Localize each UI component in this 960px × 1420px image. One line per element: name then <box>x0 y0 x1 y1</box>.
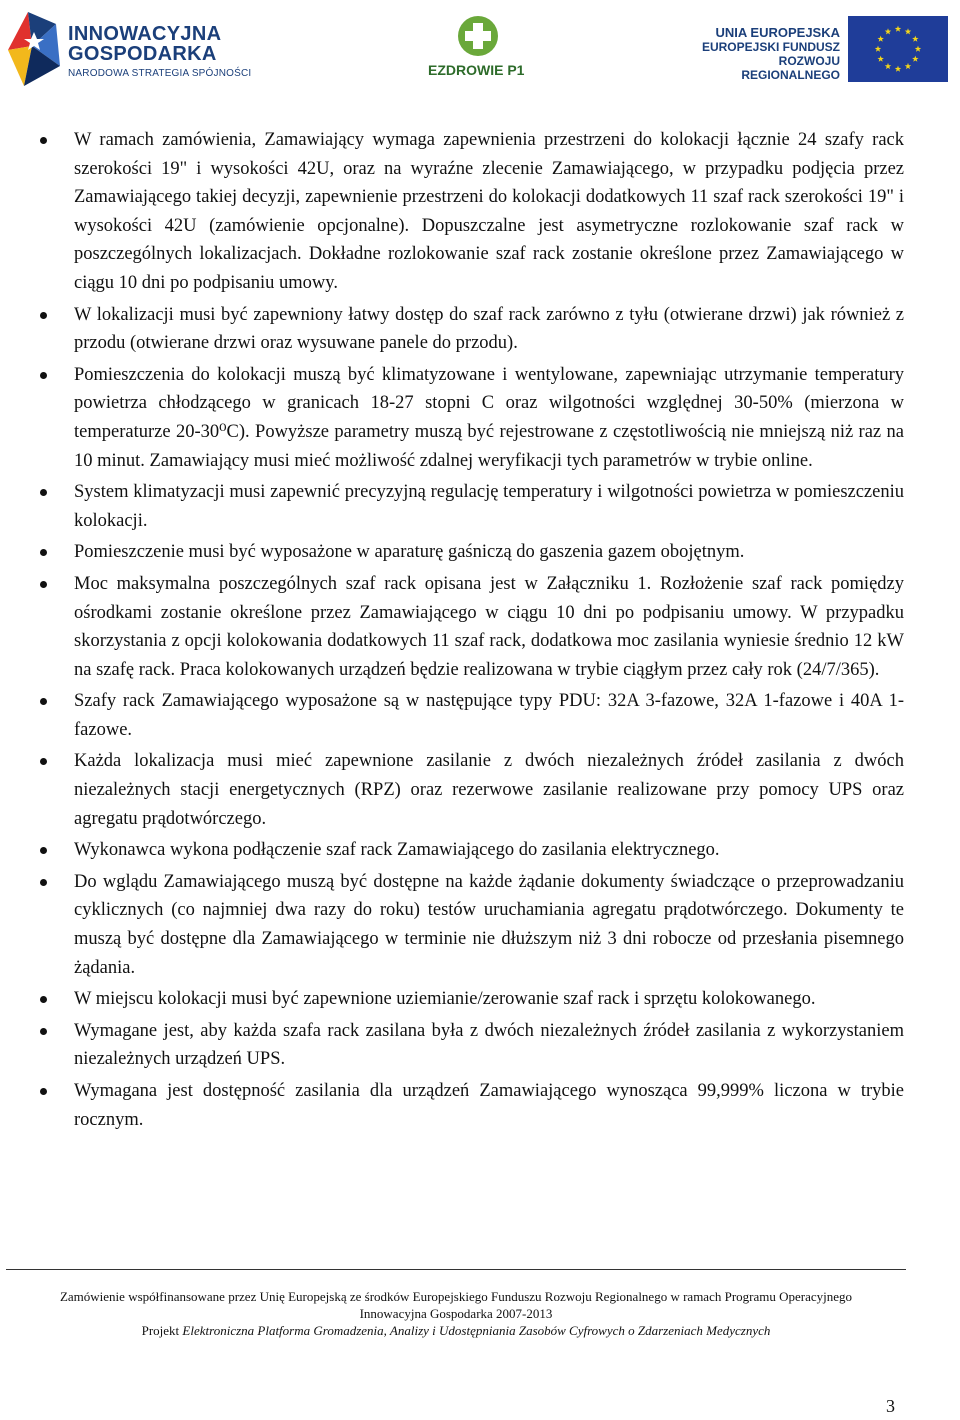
list-item-text: W lokalizacji musi być zapewniony łatwy dostęp do szaf rack zarówno z tyłu (otwierane drzwi) jak również z przodu (otwierane drzwi oraz wysuwane panele do przodu). <box>74 304 904 354</box>
ezdrowie-cross-icon <box>456 14 500 60</box>
page-header <box>0 0 960 100</box>
ue-logo-line3: ROZWOJU REGIONALNEGO <box>741 54 840 82</box>
list-item-text: Wymagana jest dostępność zasilania dla urządzeń Zamawiającego wynosząca 99,999% liczona w trybie rocznym. <box>74 1081 904 1130</box>
list-item-text: System klimatyzacji musi zapewnić precyzyjną regulację temperatury i wilgotności powietrza w pomieszczeniu kolokacji. <box>74 482 904 531</box>
ezdrowie-logo <box>424 14 534 84</box>
bullet-icon <box>40 996 47 1003</box>
list-item <box>40 1077 904 1134</box>
list-item-text: Wykonawca wykona podłączenie szaf rack Zamawiającego do zasilania elektrycznego. <box>74 840 720 861</box>
list-item-text: Pomieszczenie musi być wyposażone w aparaturę gaśniczą do gaszenia gazem obojętnym. <box>74 542 745 563</box>
list-item-text: Moc maksymalna poszczególnych szaf rack opisana jest w Załączniku 1. Rozłożenie szaf rack pomiędzy ośrodkami zostanie określone przez Zamawiającego w ciągu 10 dni po podpisaniu umowy. W przypadku skorzystania z opcji kolokowania dodatkowych 11 szaf rack, dodatkowa moc zasilania wyniesie średnio 12 kW na szafę rack. Praca kolokowanych urządzeń będzie realizowana w trybie ciągłym przez cały rok (24/7/365). <box>74 573 904 680</box>
innowacyjna-gospodarka-logo <box>4 6 264 94</box>
list-item <box>40 868 904 982</box>
requirements-section <box>40 126 904 1137</box>
page-footer <box>0 1288 912 1339</box>
list-item-text: W ramach zamówienia, Zamawiający wymaga zapewnienia przestrzeni do kolokacji łącznie 24 szafy rack szerokości 19" i wysokości 42U, oraz na wyraźne zlecenie Zamawiającego, w przypadku podjęcia przez Zamawiającego takiej decyzji, zapewnienie przestrzeni do kolokacji dodatkowych 11 szaf rack szerokości 19" i wysokości 42U (zamówienie opcjonalne). Dopuszczalne jest asymetryczne rozlokowanie szaf rack w poszczególnych lokalizacjach. Dokładne rozlokowanie szaf rack zostanie określone przez Zamawiającego w ciągu 10 dni po podpisaniu umowy. <box>74 130 904 293</box>
ig-logo-line1: INNOWACYJNA <box>68 23 222 45</box>
list-item-text: Szafy rack Zamawiającego wyposażone są w następujące typy PDU: 32A 3-fazowe, 32A 1-fazowe i 40A 1-fazowe. <box>74 691 904 740</box>
footer-line2: Innowacyjna Gospodarka 2007-2013 <box>359 1306 553 1321</box>
list-item <box>40 126 904 298</box>
list-item <box>40 538 904 567</box>
eu-flag-icon <box>848 16 948 82</box>
bullet-icon <box>40 847 47 854</box>
footer-project-title: Elektroniczna Platforma Gromadzenia, Analizy i Udostępniania Zasobów Cyfrowych o Zdarzeniach Medycznych <box>182 1323 771 1338</box>
list-item <box>40 570 904 684</box>
list-item <box>40 361 904 475</box>
list-item-text: Wymagane jest, aby każda szafa rack zasilana była z dwóch niezależnych źródeł zasilania z wykorzystaniem niezależnych urządzeń UPS. <box>74 1020 904 1070</box>
ue-logo-line2: EUROPEJSKI FUNDUSZ <box>701 40 840 54</box>
bullet-icon <box>40 372 47 379</box>
list-item <box>40 687 904 744</box>
bullet-icon <box>40 581 47 588</box>
list-item <box>40 836 904 865</box>
list-item-text: Każda lokalizacja musi mieć zapewnione zasilanie z dwóch niezależnych źródeł zasilania z dwóch niezależnych stacji energetycznych (RPZ) oraz rezerwowe zasilanie realizowane przy pomocy UPS oraz agregatu prądotwórczego. <box>74 751 904 829</box>
bullet-icon <box>40 1088 47 1095</box>
ig-logo-line3: NARODOWA STRATEGIA SPÓJNOŚCI <box>68 68 252 79</box>
bullet-icon <box>40 549 47 556</box>
footer-line3 <box>0 1322 912 1339</box>
list-item <box>40 747 904 833</box>
footer-divider <box>6 1269 906 1270</box>
bullet-icon <box>40 137 47 144</box>
ue-logo-line1: UNIA EUROPEJSKA <box>715 25 840 40</box>
page-number: 3 <box>886 1396 895 1416</box>
ezdrowie-logo-text: EZDROWIE P1 <box>428 62 525 78</box>
list-item <box>40 985 904 1014</box>
footer-line1: Zamówienie współfinansowane przez Unię Europejską ze środków Europejskiego Funduszu Rozwoju Regionalnego w ramach Programu Operacyjnego <box>59 1289 853 1304</box>
list-item <box>40 478 904 535</box>
list-item <box>40 1017 904 1074</box>
list-item-text: Do wglądu Zamawiającego muszą być dostępne na każde żądanie dokumenty świadczące o przeprowadzaniu cyklicznych (co najmniej dwa razy do roku) testów uruchamiania agregatu prądotwórczego. Dokumenty te muszą być dostępne dla Zamawiającego w terminie nie dłuższym niż 3 dni robocze od przesłania pisemnego żądania. <box>74 871 904 978</box>
list-item <box>40 301 904 358</box>
bullet-icon <box>40 489 47 496</box>
ig-logo-line2: GOSPODARKA <box>68 43 217 65</box>
unia-europejska-logo <box>680 16 950 86</box>
innowacyjna-gospodarka-emblem-icon <box>4 6 66 92</box>
footer-line3-prefix: Projekt <box>141 1323 180 1338</box>
bullet-icon <box>40 879 47 886</box>
requirements-list <box>40 126 904 1134</box>
bullet-icon <box>40 698 47 705</box>
bullet-icon <box>40 1028 47 1035</box>
list-item-text: Pomieszczenia do kolokacji muszą być klimatyzowane i wentylowane, zapewniając utrzymanie temperatury powietrza chłodzącego w granicach 18-27 stopni C oraz wilgotności względnej 30-50% (mierzona w temperaturze 20-30⁰C). Powyższe parametry muszą być rejestrowane z częstotliwością nie mniejszą niż raz na 10 minut. Zamawiający musi mieć możliwość zdalnej weryfikacji tych parametrów w trybie online. <box>74 364 904 471</box>
bullet-icon <box>40 758 47 765</box>
bullet-icon <box>40 312 47 319</box>
list-item-text: W miejscu kolokacji musi być zapewnione uziemianie/zerowanie szaf rack i sprzętu kolokowanego. <box>74 989 816 1010</box>
